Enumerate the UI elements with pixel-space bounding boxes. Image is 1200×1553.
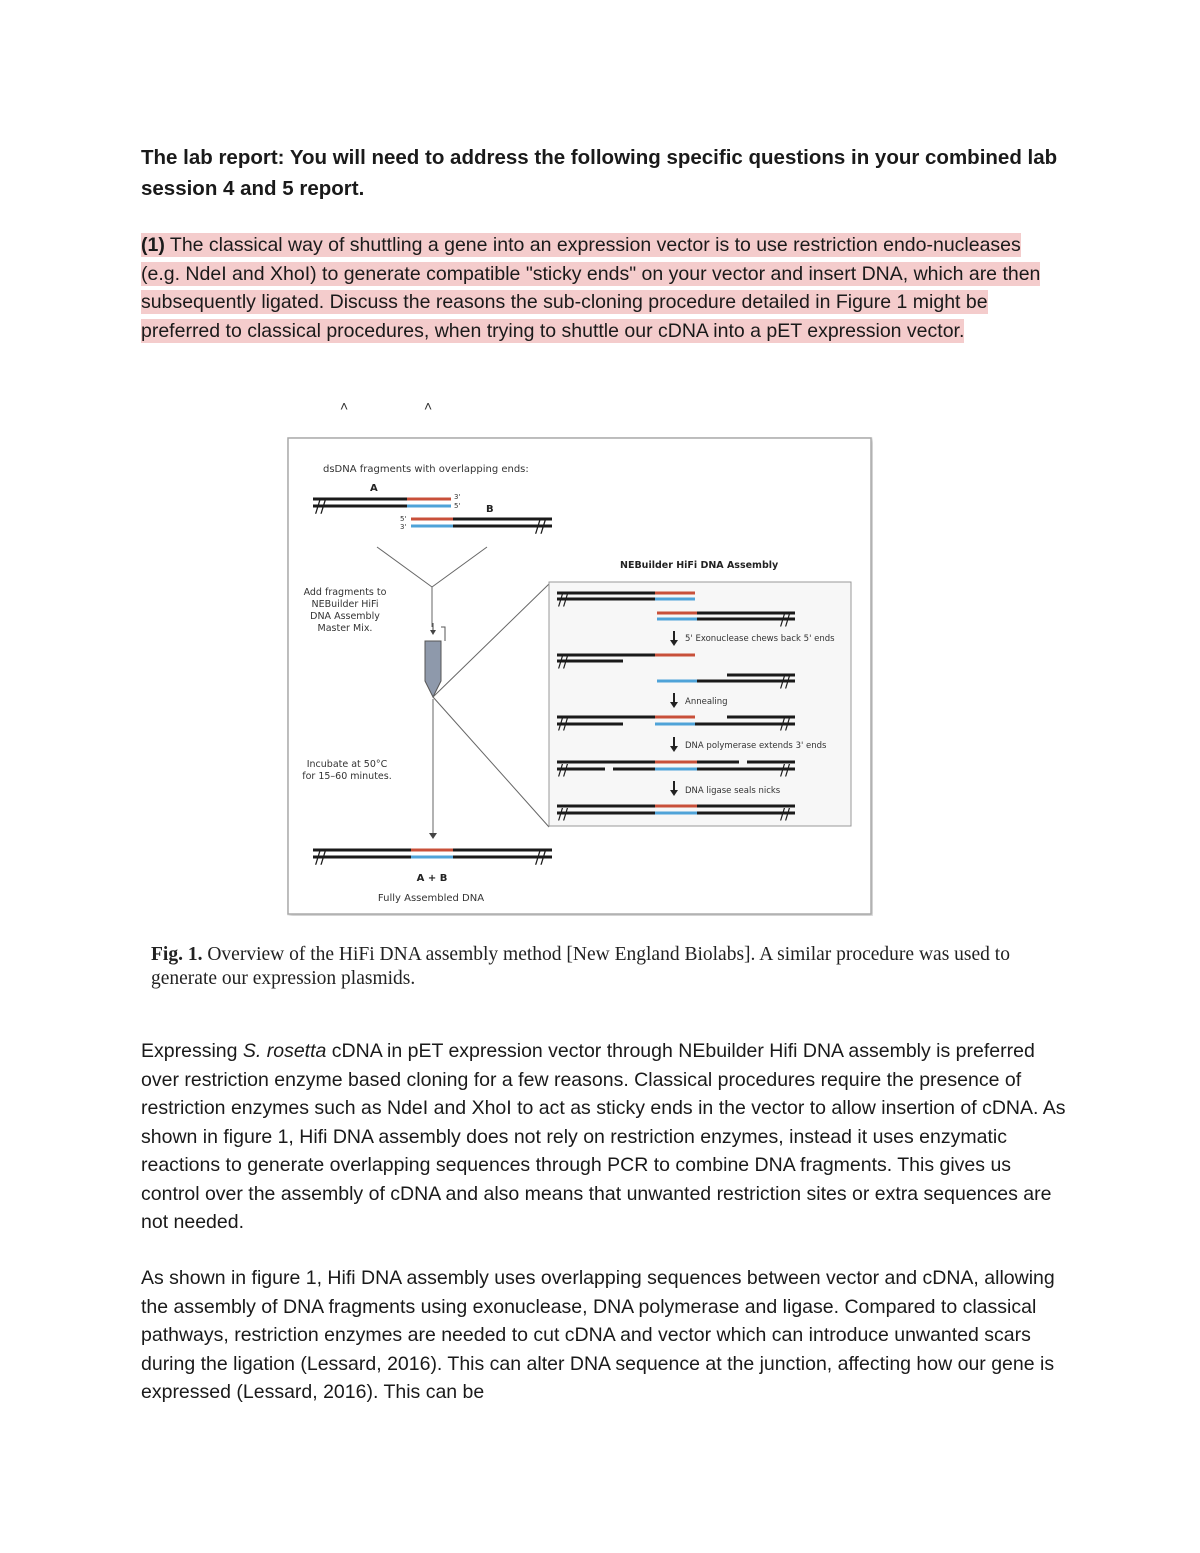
result-caption: Fully Assembled DNA [377,893,485,904]
svg-text:Incubate at 50°C: Incubate at 50°C [306,759,388,770]
step-ligase: DNA ligase seals nicks [685,786,781,796]
question-1 [141,231,1061,345]
step-annealing: Annealing [685,697,728,707]
svg-text:NEBuilder HiFi: NEBuilder HiFi [311,599,379,610]
svg-text://: // [780,805,791,823]
svg-text://: // [780,715,791,733]
inset-title: NEBuilder HiFi DNA Assembly [620,560,779,571]
svg-text:3': 3' [454,493,461,501]
fragment-b-label: B [486,504,494,515]
hifi-assembly-figure [287,437,873,916]
svg-text://: // [558,653,569,671]
svg-text://: // [315,497,326,516]
caption-lead: Fig. 1. [151,944,203,965]
svg-text://: // [780,673,791,691]
question-text: The classical way of shuttling a gene into an expression vector is to use restriction endo-nucleases (e.g. NdeI and XhoI) to generate compatible "sticky ends" on your vector and insert DNA, which are then subsequently ligated. Discuss the reasons the sub-cloning procedure detailed in Figure 1 might be preferred to classical procedures, when trying to shuttle our cDNA into a pET expression vector. [141,234,1041,342]
svg-text://: // [558,761,569,779]
stray-mark: ˄ [424,398,433,414]
fragment-a-label: A [370,483,378,494]
paragraph-1-rest: cDNA in pET expression vector through NEbuilder Hifi DNA assembly is preferred over restriction enzyme based cloning for a few reasons. Classical procedures require the presence of restriction enzymes such as NdeI and XhoI to act as sticky ends in the vector to allow insertion of cDNA. As shown in figure 1, Hifi DNA assembly does not rely on restriction enzymes, instead it uses enzymatic reactions to generate overlapping sequences through PCR to combine DNA fragments. This gives us control over the assembly of cDNA and also means that unwanted restriction sites or extra sequences are not needed. [141,1040,1066,1233]
svg-text://: // [558,805,569,823]
svg-text:5': 5' [454,502,461,510]
svg-text:Master Mix.: Master Mix. [317,623,373,634]
step-exonuclease: 5' Exonuclease chews back 5' ends [685,634,835,644]
highlighted-question [141,233,1040,343]
svg-text://: // [780,761,791,779]
incubate-step [302,759,392,782]
svg-text://: // [558,715,569,733]
svg-text://: // [535,517,546,536]
question-number: (1) [141,234,165,256]
svg-text:Add fragments to: Add fragments to [303,587,387,598]
paragraph-1-start: Expressing [141,1040,243,1062]
dsdna-label: dsDNA fragments with overlapping ends: [323,464,529,475]
svg-text://: // [780,611,791,629]
svg-text:5': 5' [400,515,407,523]
svg-text:3': 3' [400,523,407,531]
svg-text://: // [535,848,546,867]
paragraph-2: As shown in figure 1, Hifi DNA assembly uses overlapping sequences between vector and cDNA, allowing the assembly of DNA fragments using exonuclease, DNA polymerase and ligase. Compared to classical pathways, restriction enzymes are needed to cut cDNA and vector which can introduce unwanted scars during the ligation (Lessard, 2016). This can alter DNA sequence at the junction, affecting how our gene is expressed (Lessard, 2016). This can be [141,1267,1055,1403]
figure-caption [151,943,1011,991]
svg-text://: // [315,848,326,867]
caption-text: Overview of the HiFi DNA assembly method [New England Biolabs]. A similar procedure was used to generate our expression plasmids. [151,944,1010,989]
stray-mark: ˄ [340,398,349,414]
result-label: A + B [416,873,448,884]
paragraph-1 [141,1037,1066,1237]
svg-text:for 15–60 minutes.: for 15–60 minutes. [302,771,392,782]
species-name: S. rosetta [242,1040,327,1062]
svg-text://: // [558,591,569,609]
svg-text:DNA Assembly: DNA Assembly [310,611,380,622]
step-polymerase: DNA polymerase extends 3' ends [685,741,827,751]
report-heading: The lab report: You will need to address the following specific questions in your combined lab session 4 and 5 report. [141,146,1058,200]
